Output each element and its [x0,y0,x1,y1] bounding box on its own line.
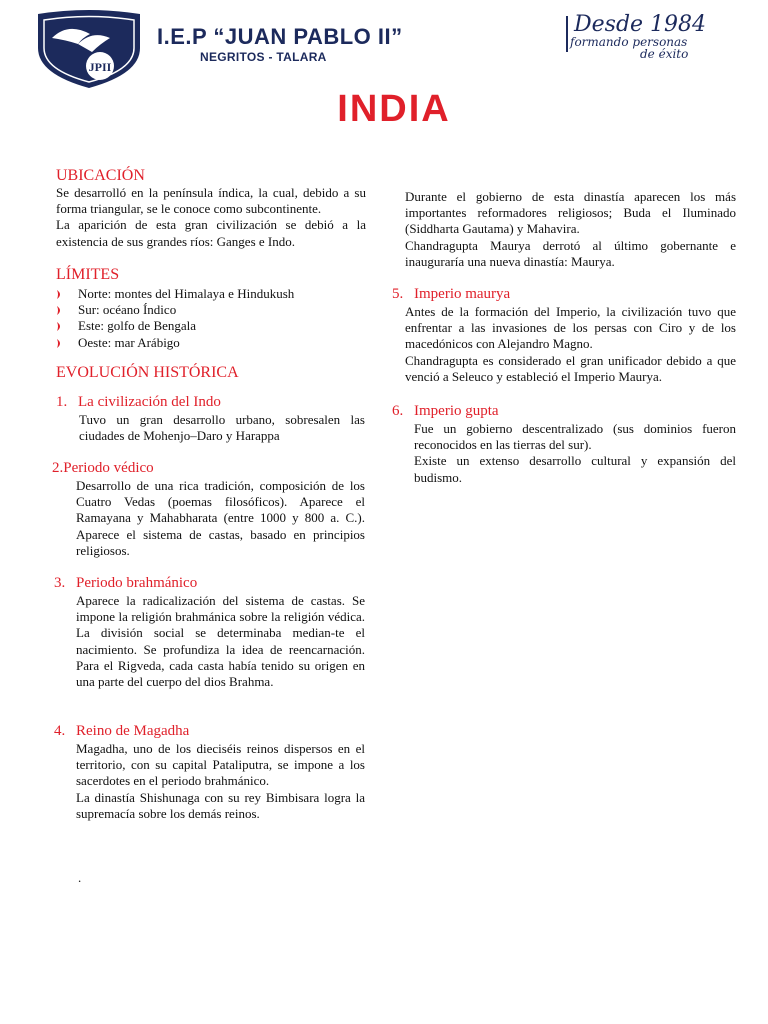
page-title: INDIA [337,88,451,130]
section-paragraph: Tuvo un gran desarrollo urbano, sobresalen las ciudades de Mohenjo–Daro y Harappa [79,412,365,444]
intro-paragraph: Durante el gobierno de esta dinastía aparecen los más importantes reformadores religiosos; Buda el Iluminado (Siddharta Gautama) y Mahavira. [405,189,736,237]
section-paragraph: Fue un gobierno descentralizado (sus dominios fueron reconocidos en las tierras del sur). [414,421,736,453]
section-paragraph: La dinastía Shishunaga con su rey Bimbisara logra la supremacía sobre los demás reinos. [76,789,365,821]
limits-list [54,286,374,351]
ubicacion-text [56,185,366,250]
section-heading-3 [54,575,197,592]
section-paragraph: Existe un extenso desarrollo cultural y expansión del budismo. [414,453,736,485]
section-title: Reino de Magadha [76,723,190,739]
section-paragraph: Aparece la radicalización del sistema de castas. Se impone la religión brahmánica sobre la religión védica. La división social se determinaba median-te el nacimiento. Se profundiza la idea de reencarnación. Para el Rigveda, cada casta había tenido su origen en una parte del cuerpo del dios Brahma. [76,593,365,690]
bullet-icon [56,322,63,331]
section-number: 6. [392,403,404,419]
school-logo [34,8,144,90]
section-body-3 [76,593,365,690]
bullet-icon [56,339,63,348]
bullet-icon [56,290,63,299]
section-heading-4 [54,723,189,740]
section-title: La civilización del Indo [78,394,221,410]
section-body-2 [76,478,365,559]
section-number: 3. [54,575,66,591]
section-paragraph: Antes de la formación del Imperio, la civilización tuvo que enfrentar a las invasiones de los persas con Ciro y de los macedónicos con Alejandro Magno. [405,304,736,352]
slogan-year: Desde 1984 [574,12,707,37]
heading-limites: LÍMITES [56,266,120,283]
right-intro [405,189,736,270]
limit-text: Sur: océano Índico [78,302,177,318]
slogan-line-2: de éxito [640,47,689,61]
section-heading-1 [56,394,221,411]
section-title: Periodo brahmánico [76,575,198,591]
section-title: Periodo védico [63,460,154,476]
section-heading-2 [52,460,154,477]
section-body-5 [405,304,736,385]
section-number: 1. [56,394,68,410]
section-heading-6 [392,403,499,420]
heading-evolucion: EVOLUCIÓN HISTÓRICA [56,364,239,381]
section-number: 4. [54,723,66,739]
section-number: 5. [392,286,404,302]
limit-text: Oeste: mar Arábigo [78,334,180,350]
limit-text: Norte: montes del Himalaya e Hindukush [78,286,295,301]
school-name: I.E.P “JUAN PABLO II” [157,24,403,49]
section-body-1 [79,412,365,444]
section-heading-5 [392,286,510,303]
slogan-text [570,36,710,60]
limit-text: Este: golfo de Bengala [78,318,197,334]
section-title: Imperio gupta [414,403,499,419]
list-item [54,318,374,334]
heading-ubicacion: UBICACIÓN [56,167,145,184]
section-paragraph: Chandragupta es considerado el gran unificador debido a que venció a Seleuco y estableció el Imperio Maurya. [405,352,736,384]
list-item [54,302,374,318]
slogan-line-1: formando personas [570,35,688,49]
section-body-4 [76,741,365,822]
logo-monogram: JPII [88,60,112,74]
section-title: Imperio maurya [414,286,511,302]
list-item [54,335,374,351]
list-item [54,286,374,302]
ubicacion-paragraph: La aparición de esta gran civilización se debió a la existencia de sus grandes ríos: Ganges e Indo. [56,217,366,249]
intro-paragraph: Chandragupta Maurya derrotó al último gobernante e inauguraría una nueva dinastía: Maurya. [405,237,736,269]
slogan-divider [566,16,568,52]
section-body-6 [414,421,736,486]
ubicacion-paragraph: Se desarrolló en la península índica, la cual, debido a su forma triangular, se le conoce como subcontinente. [56,185,366,217]
bullet-icon [56,306,63,315]
section-number: 2. [52,460,64,476]
school-location: NEGRITOS - TALARA [200,50,327,64]
section-paragraph: Magadha, uno de los dieciséis reinos dispersos en el territorio, con su capital Pataliputra, se impone a los sacerdotes en el periodo brahmánico. [76,741,365,789]
section-paragraph: Desarrollo de una rica tradición, composición de los Cuatro Vedas (poemas filosóficos). Aparece el Ramayana y Mahabharata (entre 1000 y 800 a. C.). Aparece el sistema de castas, basado en principios religiosos. [76,478,365,558]
footer-dot: . [78,870,82,885]
